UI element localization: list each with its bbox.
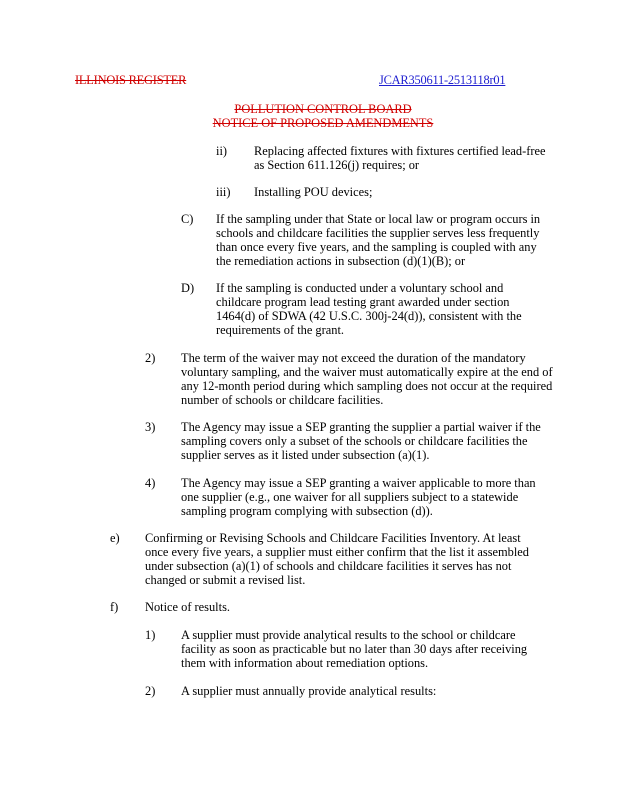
item-line: A supplier must annually provide analytical results: <box>181 684 437 698</box>
item-line: childcare program lead testing grant awarded under section <box>216 295 510 309</box>
item-line: Replacing affected fixtures with fixtures certified lead-free <box>254 144 546 158</box>
item-line: requirements of the grant. <box>216 323 344 337</box>
item-line: as Section 611.126(j) requires; or <box>254 158 420 172</box>
item-line: them with information about remediation options. <box>181 656 429 670</box>
item-line: Notice of results. <box>145 600 230 614</box>
item-line: If the sampling under that State or local law or program occurs in <box>216 212 541 226</box>
item-line: Installing POU devices; <box>254 185 373 199</box>
item-label: 4) <box>145 476 156 490</box>
item-line: one supplier (e.g., one waiver for all suppliers subject to a statewide <box>181 490 519 504</box>
item-line: sampling program complying with subsection (d)). <box>181 504 433 518</box>
item-line: Confirming or Revising Schools and Childcare Facilities Inventory. At least <box>145 531 521 545</box>
notice-title: NOTICE OF PROPOSED AMENDMENTS <box>212 116 434 130</box>
item-line: than once every five years, and the sampling is coupled with any <box>216 240 537 254</box>
item-line: supplier serves as it listed under subsection (a)(1). <box>181 448 430 462</box>
item-label: e) <box>110 531 120 545</box>
item-label: 1) <box>145 628 156 642</box>
item-line: If the sampling is conducted under a voluntary school and <box>216 281 504 295</box>
item-label: 2) <box>145 684 156 698</box>
item-label: 2) <box>145 351 156 365</box>
item-line: The Agency may issue a SEP granting the supplier a partial waiver if the <box>181 420 541 434</box>
item-line: The term of the waiver may not exceed the duration of the mandatory <box>181 351 526 365</box>
item-line: voluntary sampling, and the waiver must automatically expire at the end of <box>181 365 553 379</box>
item-line: once every five years, a supplier must either confirm that the list it assembled <box>145 545 529 559</box>
item-line: the remediation actions in subsection (d)(1)(B); or <box>216 254 466 268</box>
jcar-code: JCAR350611-2513118r01 <box>379 73 506 87</box>
item-label: D) <box>181 281 195 295</box>
item-line: changed or submit a revised list. <box>145 573 306 587</box>
item-line: A supplier must provide analytical results to the school or childcare <box>181 628 516 642</box>
item-label: iii) <box>216 185 231 199</box>
item-label: ii) <box>216 144 228 158</box>
item-line: number of schools or childcare facilities. <box>181 393 384 407</box>
item-line: schools and childcare facilities the supplier serves less frequently <box>216 226 540 240</box>
agency-title: POLLUTION CONTROL BOARD <box>234 102 412 116</box>
item-line: under subsection (a)(1) of schools and childcare facilities it serves has not <box>145 559 512 573</box>
item-line: The Agency may issue a SEP granting a waiver applicable to more than <box>181 476 536 490</box>
item-label: C) <box>181 212 194 226</box>
item-label: 3) <box>145 420 156 434</box>
item-line: any 12-month period during which sampling does not occur at the required <box>181 379 553 393</box>
item-label: f) <box>110 600 119 614</box>
register-header: ILLINOIS REGISTER <box>75 73 187 87</box>
item-line: facility as soon as practicable but no later than 30 days after receiving <box>181 642 528 656</box>
item-line: 1464(d) of SDWA (42 U.S.C. 300j-24(d)), consistent with the <box>216 309 522 323</box>
item-line: sampling covers only a subset of the schools or childcare facilities the <box>181 434 528 448</box>
